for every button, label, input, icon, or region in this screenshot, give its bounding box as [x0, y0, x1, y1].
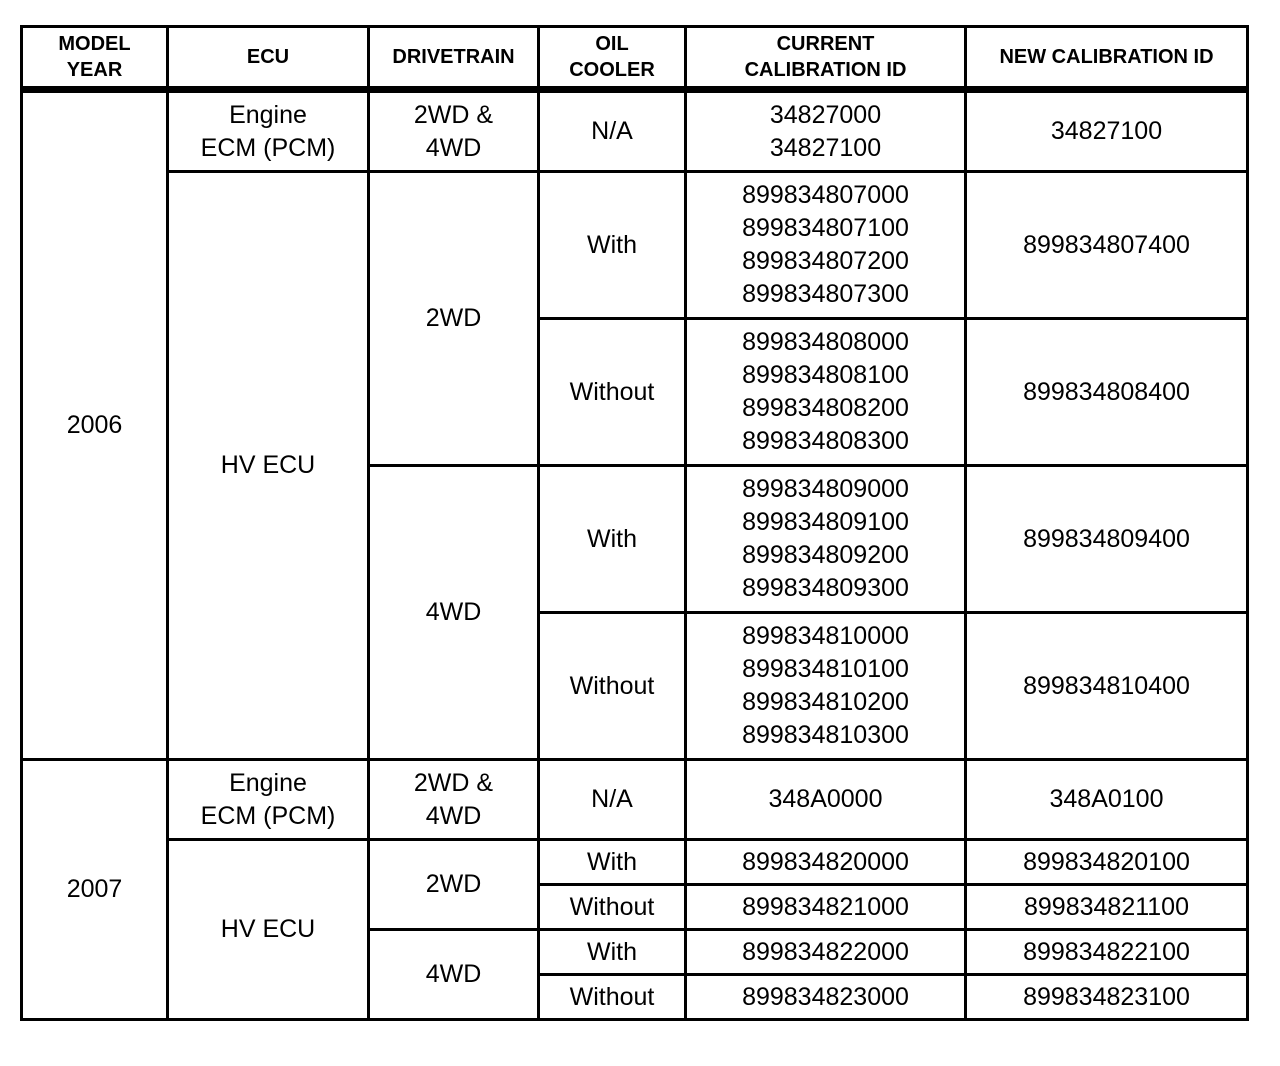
table-row [22, 840, 1248, 885]
ecu-text: ECM (PCM) [200, 133, 336, 162]
calibration-id: 899834807100 [742, 214, 909, 242]
header-current-calibration-id [686, 27, 966, 90]
calibration-id: 899834810100 [742, 655, 909, 683]
new-calibration-cell: 899834809400 [966, 466, 1248, 613]
calibration-id: 34827000 [769, 100, 882, 129]
table-row [22, 760, 1248, 840]
header-text: NEW CALIBRATION ID [999, 46, 1214, 68]
oil-cooler-cell: With [539, 172, 686, 319]
header-text: CALIBRATION ID [744, 59, 907, 81]
oil-cooler-cell: Without [539, 885, 686, 930]
ecu-text: Engine [229, 100, 307, 129]
ecu-cell [168, 760, 369, 840]
calibration-id: 899834810000 [742, 622, 909, 650]
drivetrain-cell [369, 760, 539, 840]
calibration-id: 899834809100 [742, 508, 909, 536]
calibration-id: 899834807000 [742, 181, 909, 209]
oil-cooler-cell: Without [539, 613, 686, 760]
drivetrain-cell: 4WD [369, 466, 539, 760]
current-calibration-cell [686, 90, 966, 172]
oil-cooler-cell: With [539, 466, 686, 613]
new-calibration-cell: 348A0100 [966, 760, 1248, 840]
current-calibration-cell [686, 613, 966, 760]
table-row [22, 90, 1248, 172]
header-text: DRIVETRAIN [392, 46, 515, 68]
header-text: CURRENT [776, 33, 875, 55]
ecu-text: Engine [229, 768, 307, 797]
calibration-table [20, 25, 1249, 1021]
new-calibration-cell: 899834822100 [966, 930, 1248, 975]
oil-cooler-cell: With [539, 930, 686, 975]
drivetrain-cell: 2WD [369, 172, 539, 466]
calibration-id: 899834807200 [742, 247, 909, 275]
new-calibration-cell: 899834823100 [966, 975, 1248, 1020]
calibration-id: 899834809300 [742, 574, 909, 602]
drivetrain-text: 2WD & [413, 768, 494, 797]
ecu-cell: HV ECU [168, 840, 369, 1020]
header-drivetrain [369, 27, 539, 90]
current-calibration-cell [686, 466, 966, 613]
header-text: YEAR [66, 59, 123, 81]
header-row [22, 27, 1248, 90]
oil-cooler-cell: With [539, 840, 686, 885]
new-calibration-cell: 899834808400 [966, 319, 1248, 466]
current-calibration-cell [686, 172, 966, 319]
table-row [22, 172, 1248, 319]
ecu-text: ECM (PCM) [200, 801, 336, 830]
header-oil-cooler [539, 27, 686, 90]
model-year-cell: 2006 [22, 90, 168, 760]
oil-cooler-cell: N/A [539, 760, 686, 840]
new-calibration-cell: 899834820100 [966, 840, 1248, 885]
drivetrain-cell: 2WD [369, 840, 539, 930]
drivetrain-cell [369, 90, 539, 172]
calibration-id: 899834810200 [742, 688, 909, 716]
new-calibration-cell: 899834807400 [966, 172, 1248, 319]
header-text: OIL [595, 33, 629, 55]
calibration-id: 899834810300 [742, 721, 909, 749]
new-calibration-cell: 899834821100 [966, 885, 1248, 930]
new-calibration-cell: 899834810400 [966, 613, 1248, 760]
header-model-year [22, 27, 168, 90]
header-text: MODEL [58, 33, 131, 55]
ecu-cell [168, 90, 369, 172]
current-calibration-cell: 899834822000 [686, 930, 966, 975]
calibration-id: 899834809000 [742, 475, 909, 503]
current-calibration-cell: 899834823000 [686, 975, 966, 1020]
current-calibration-cell: 899834820000 [686, 840, 966, 885]
drivetrain-text: 2WD & [413, 100, 494, 129]
ecu-cell: HV ECU [168, 172, 369, 760]
calibration-id: 899834808200 [742, 394, 909, 422]
calibration-id: 34827100 [769, 133, 882, 162]
drivetrain-text: 4WD [425, 801, 482, 830]
header-ecu [168, 27, 369, 90]
current-calibration-cell: 348A0000 [686, 760, 966, 840]
drivetrain-cell: 4WD [369, 930, 539, 1020]
new-calibration-cell: 34827100 [966, 90, 1248, 172]
calibration-id: 899834808000 [742, 328, 909, 356]
drivetrain-text: 4WD [425, 133, 482, 162]
calibration-id: 899834808300 [742, 427, 909, 455]
calibration-id: 899834807300 [742, 280, 909, 308]
calibration-id: 899834808100 [742, 361, 909, 389]
header-text: ECU [246, 46, 290, 68]
calibration-id: 899834809200 [742, 541, 909, 569]
oil-cooler-cell: Without [539, 975, 686, 1020]
oil-cooler-cell: N/A [539, 90, 686, 172]
current-calibration-cell [686, 319, 966, 466]
model-year-cell: 2007 [22, 760, 168, 1020]
oil-cooler-cell: Without [539, 319, 686, 466]
current-calibration-cell: 899834821000 [686, 885, 966, 930]
header-new-calibration-id [966, 27, 1248, 90]
header-text: COOLER [569, 59, 655, 81]
